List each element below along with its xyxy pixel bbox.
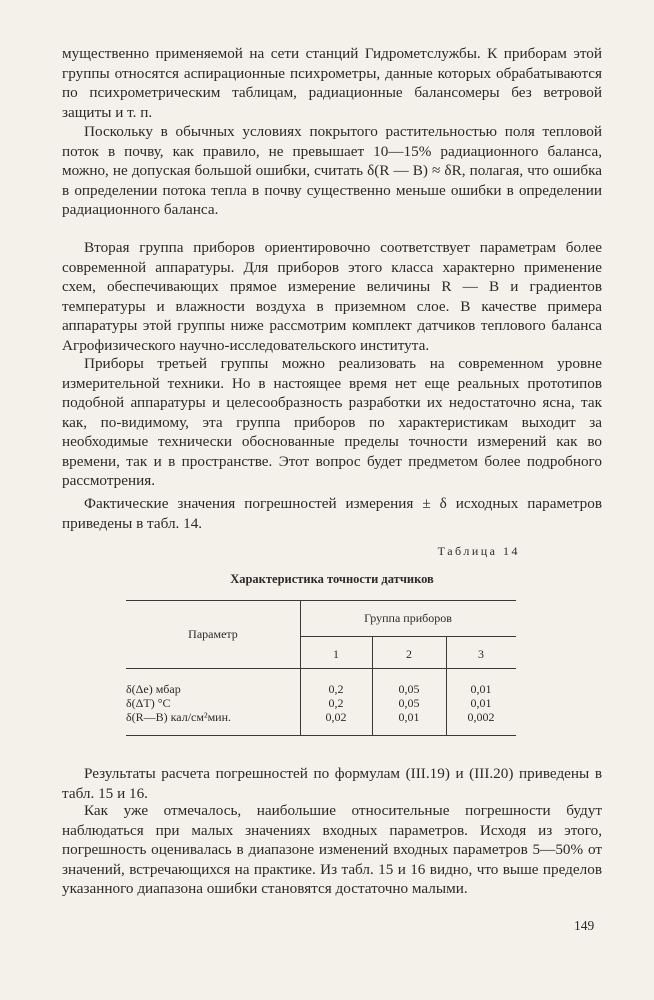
table-top-rule [126,600,516,601]
row-param-temperature: δ(ΔT) °C [126,696,171,710]
header-group-3: 3 [478,647,484,661]
row-temp-g3: 0,01 [470,696,492,710]
header-group-1: 1 [333,647,339,661]
row-vapor-g3: 0,01 [470,682,492,696]
paragraph-relative-errors: Как уже отмечалось, наибольшие относительные погрешности будут наблюдаться при малых значениях входных параметров. Исходя из этого, погрешность оценивалась в диапазоне изменений входных параметров 5—50% от значений, встречающихся на практике. Из табл. 15 и 16 видно, что выше пределов указанного диапазона ошибки становятся достаточно малыми. [62,802,602,897]
paragraph-third-group: Приборы третьей группы можно реализовать на современном уровне измерительной техники. Но в настоящее время нет еще реальных прототипов подобной аппаратуры и целесообразность разработки их недостаточно ясна, так как, по-видимому, эта группа приборов по характеристикам выходит за необходимые технически обоснованные пределы точности измерений как во времени, так и в пространстве. Этот вопрос будет предметом более подробного рассмотрения. [62,355,602,489]
page-number: 149 [574,918,595,933]
accuracy-table [126,600,516,736]
row-balance-g1: 0,02 [325,710,347,724]
row-temp-g1: 0,2 [328,696,344,710]
table-group-rule [300,636,516,637]
paragraph-table-reference: Фактические значения погрешностей измерения ± δ исходных параметров приведены в табл. 14. [62,495,602,532]
header-parameter: Параметр [188,627,238,641]
header-group-2: 2 [406,647,412,661]
paragraph-continuation: мущественно применяемой на сети станций Гидрометслужбы. К приборам этой группы относятся аспирационные психрометры, данные которых обрабатываются по психрометрическим таблицам, радиационные балансомеры без ветровой защиты и т. п. [62,45,602,121]
row-balance-g2: 0,01 [398,710,420,724]
paragraph-second-group: Вторая группа приборов ориентировочно соответствует параметрам более современной аппаратуры. Для приборов этого класса характерно применение схем, обеспечивающих прямое измерение величины R — B и градиентов температуры и влажности воздуха в приземном слое. В качестве примера аппаратуры этой группы ниже рассмотрим комплект датчиков теплового баланса Агрофизического научно-исследовательского института. [62,239,602,354]
header-group: Группа приборов [364,611,452,625]
row-vapor-g1: 0,2 [328,682,344,696]
row-temp-g2: 0,05 [398,696,420,710]
table-bottom-rule [126,735,516,736]
table-caption: Таблица 14 [437,544,520,558]
table-title: Характеристика точности датчиков [230,572,434,586]
row-param-balance: δ(R—B) кал/см²мин. [126,710,232,724]
paragraph-results: Результаты расчета погрешностей по формулам (III.19) и (III.20) приведены в табл. 15 и 16. [62,765,602,802]
paragraph-heat-flux: Поскольку в обычных условиях покрытого растительностью поля тепловой поток в почву, как правило, не превышает 10—15% радиационного баланса, можно, не допуская большой ошибки, считать δ(R — B) ≈ δR, полагая, что ошибка в определении потока тепла в почву существенно меньше ошибки в определении радиационного баланса. [62,123,602,218]
table-header-rule [126,668,516,669]
row-param-vapor: δ(Δe) мбар [126,682,181,696]
row-balance-g3: 0,002 [467,710,495,724]
row-vapor-g2: 0,05 [398,682,420,696]
